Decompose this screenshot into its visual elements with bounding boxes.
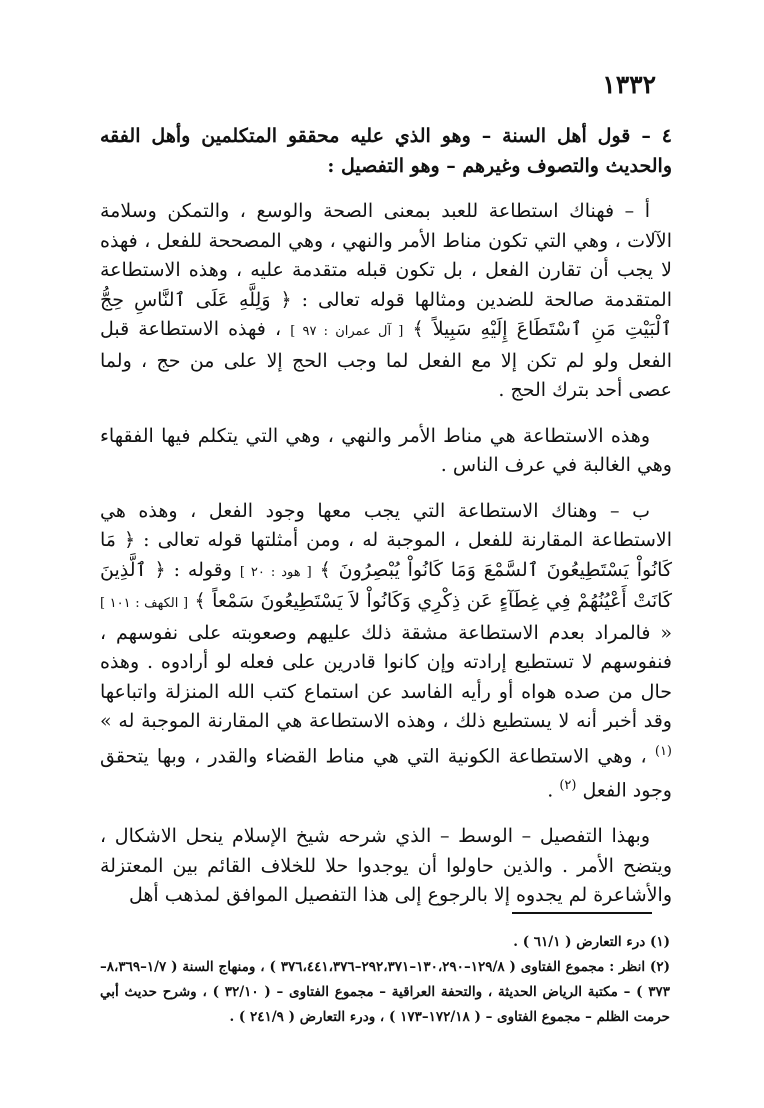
footnote-divider	[512, 912, 652, 914]
quran-reference: [ آل عمران : ٩٧ ]	[290, 324, 404, 339]
paragraph-fuqaha: وهذه الاستطاعة هي مناط الأمر والنهي ، وهي التي يتكلم فيها الفقهاء وهي الغالبة في عرف الناس .	[100, 424, 672, 476]
quran-reference-kahf: [ الكهف : ١٠١ ]	[100, 596, 189, 611]
paragraph-b-text-2: وقوله : ﴿ ٱلَّذِينَ كَانَتْ أَعْيُنُهُمْ فِي غِطَآءٍ عَن ذِكْرِي وَكَانُواْ لاَ يَسْتَطِيعُونَ سَمْعاً ﴾	[100, 558, 672, 612]
paragraph-b	[100, 497, 672, 807]
footnote-marker-2: (٢)	[559, 778, 577, 794]
body-text	[100, 122, 672, 927]
paragraph-a	[100, 197, 672, 406]
footnote-marker-1: (١)	[654, 743, 672, 759]
page-number: ١٣٣٢	[602, 70, 656, 99]
section-heading: ٤ – قول أهل السنة – وهو الذي عليه محققو المتكلمين وأهل الفقه والحديث والتصوف وغيرهم – وهو التفصيل :	[100, 125, 672, 177]
footnote-1: (١) درء التعارض ( ٦١/١ ) .	[513, 934, 670, 950]
paragraph-b-text-1: ب – وهناك الاستطاعة التي يجب معها وجود الفعل ، وهذه هي الاستطاعة المقارنة للفعل ، الموجبة له ، ومن أمثلتها قوله تعالى : ﴿ مَا كَانُواْ يَسْتَطِيعُونَ ٱلسَّمْعَ وَمَا كَانُواْ يُبْصِرُونَ ﴾	[100, 499, 672, 581]
paragraph-b-text-4: ، وهي الاستطاعة الكونية التي هي مناط القضاء والقدر ، وبها يتحقق وجود الفعل	[100, 744, 672, 802]
paragraph-b-text-3: « فالمراد بعدم الاستطاعة مشقة ذلك عليهم وصعوبته على نفوسهم ، فنفوسهم لا تستطيع إرادته وإن كانوا قادرين على فعله لو أرادوه . وهذه حال من صده هواه أو رأيه الفاسد عن استماع كتب الله المنزلة واتباعها وقد أخبر أنه لا يستطيع ذلك ، وهذه الاستطاعة هي المقارنة الموجبة له »	[100, 621, 672, 732]
paragraph-a-text-1: أ – فهناك استطاعة للعبد بمعنى الصحة والوسع ، والتمكن وسلامة الآلات ، وهي التي تكون مناط الأمر والنهي ، وهي المصححة للفعل ، فهذه لا يجب أن تقارن الفعل ، بل تكون قبله متقدمة عليه ، وهذه الاستطاعة المتقدمة صالحة للضدين ومثالها قوله تعالى : ﴿ وَلِلَّهِ عَلَى ٱلنَّاسِ حِجُّ ٱلْبَيْتِ مَنِ ٱسْتَطَاعَ إِلَيْهِ سَبِيلاً ﴾	[100, 200, 672, 340]
footnote-2: (٢) انظر : مجموع الفتاوى ( ١٢٩/٨–١٣٠،٢٩٠–٢٩٢،٣٧١–٣٧٦،٤٤١،٣٧٦ ) ، ومنهاج السنة ( ١/٧–٨،٣٦٩–٣٧٣ ) – مكتبة الرياض الحديثة ، والتحفة العراقية – مجموع الفتاوى – ( ٣٢/١٠ ) ، وشرح حديث أبي حرمت الظلم – مجموع الفتاوى – ( ١٧٢/١٨–١٧٣ ) ، ودرء التعارض ( ٢٤١/٩ ) .	[100, 959, 670, 1025]
paragraph-a-text-2: ، فهذه الاستطاعة قبل الفعل ولو لم تكن إلا مع الفعل لما وجب الحج إلا على من حج ، ولما عصى أحد بترك الحج .	[100, 318, 672, 401]
paragraph-conclusion: وبهذا التفصيل – الوسط – الذي شرحه شيخ الإسلام ينحل الاشكال ، ويتضح الأمر . والذين حاولوا أن يوجدوا حلا للخلاف القائم بين المعتزلة والأشاعرة لم يجدوه إلا بالرجوع إلى هذا التفصيل الموافق لمذهب أهل	[100, 825, 672, 907]
quran-reference-hud: [ هود : ٢٠ ]	[239, 564, 312, 580]
footnotes	[100, 930, 670, 1030]
paragraph-b-text-5: .	[547, 779, 554, 802]
